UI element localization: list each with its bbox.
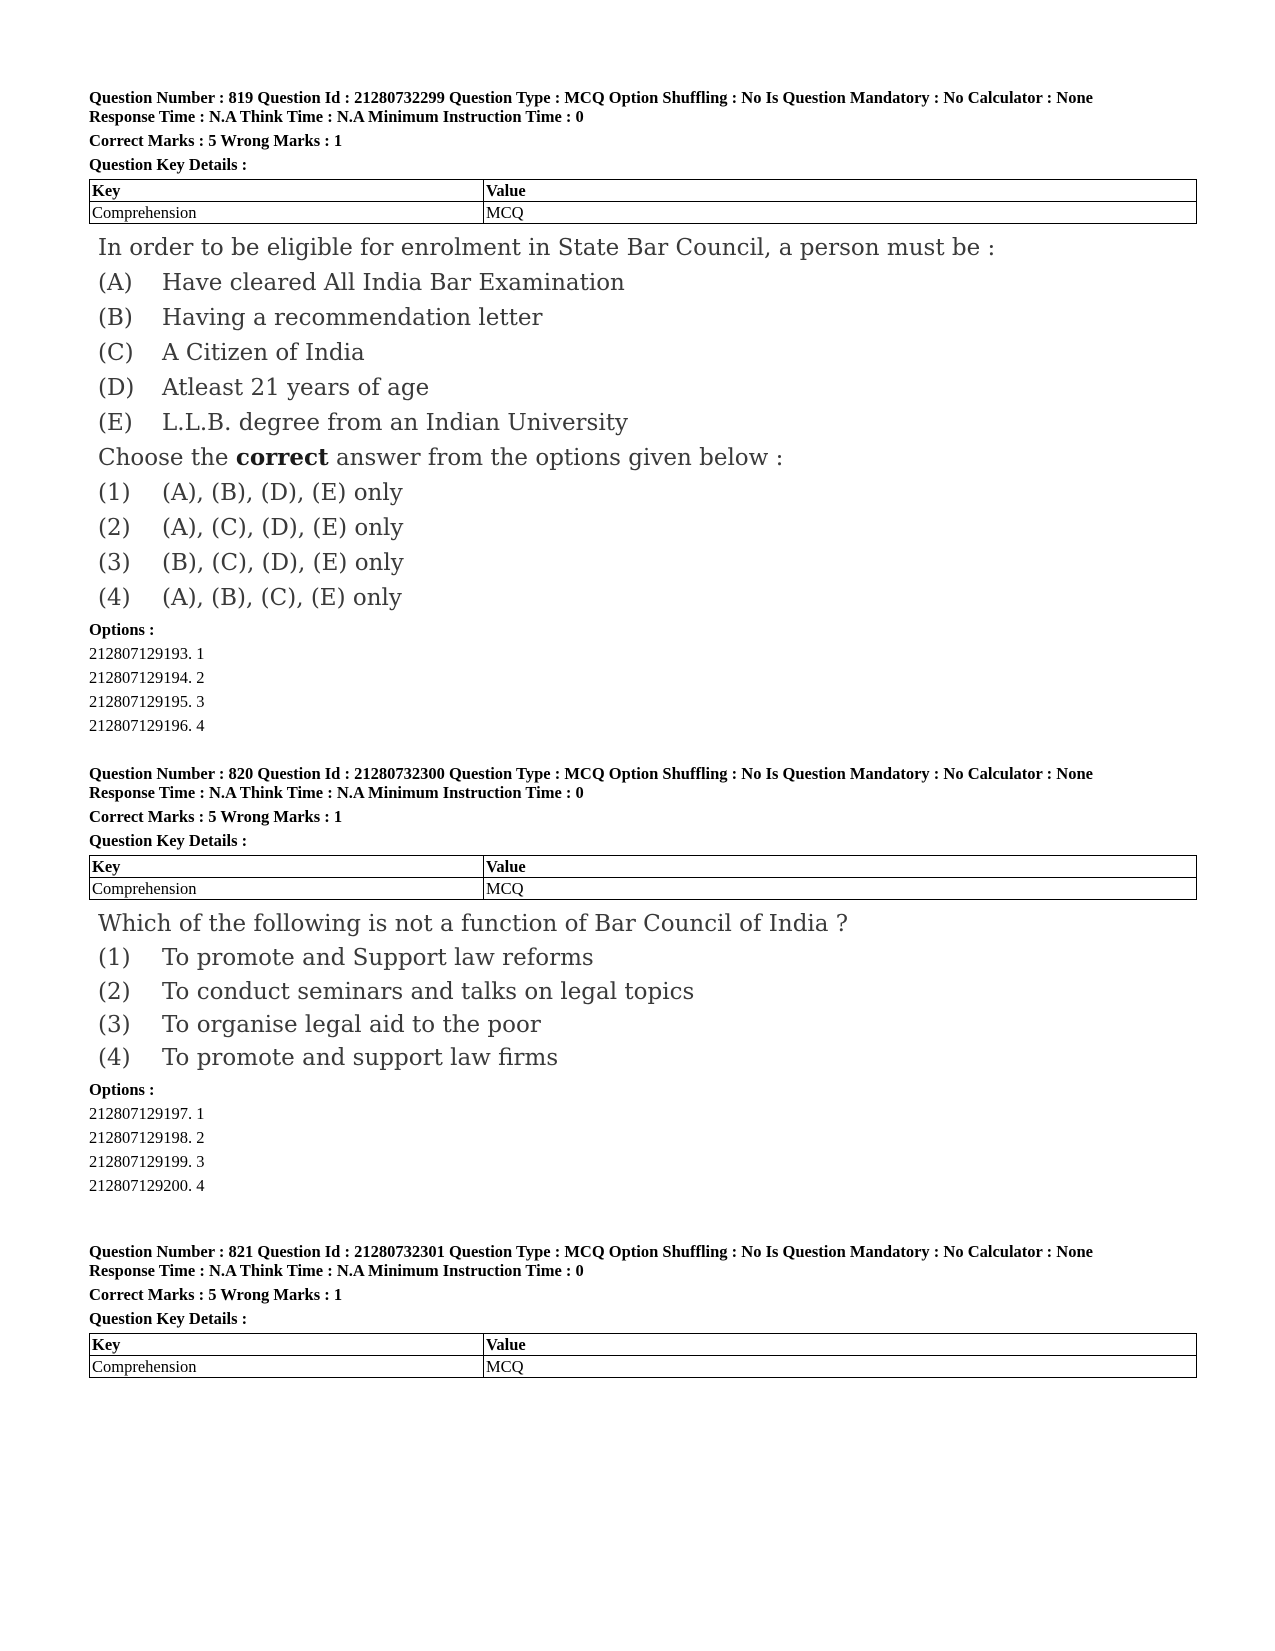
statement-text: Having a recommendation letter xyxy=(162,305,543,331)
table-header-row xyxy=(90,180,1197,202)
table-header-value: Value xyxy=(484,856,1197,878)
statement-text: Have cleared All India Bar Examination xyxy=(162,270,625,296)
table-header-row xyxy=(90,856,1197,878)
key-details-table xyxy=(89,1333,1197,1378)
option-item: 212807129194. 2 xyxy=(89,668,205,687)
table-header-key: Key xyxy=(90,1334,484,1356)
question-block-820 xyxy=(89,764,1197,1195)
table-cell-key: Comprehension xyxy=(90,1356,484,1378)
question-image-text xyxy=(98,236,1197,610)
option-item: 212807129200. 4 xyxy=(89,1176,205,1195)
table-header-value: Value xyxy=(484,180,1197,202)
choice-text: To organise legal aid to the poor xyxy=(162,1012,541,1038)
instruction-text-bold: correct xyxy=(235,444,329,471)
choice-label: (2) xyxy=(98,515,131,541)
instruction-text-start: Choose the xyxy=(98,445,236,471)
table-row xyxy=(90,878,1197,900)
choice-item xyxy=(98,516,1197,540)
choice-label: (4) xyxy=(98,1045,131,1071)
choice-item xyxy=(98,586,1197,610)
question-image-text xyxy=(98,912,1197,1070)
statement-item xyxy=(98,306,1197,330)
options-heading: Options : xyxy=(89,620,155,639)
table-cell-value: MCQ xyxy=(484,202,1197,224)
choice-text: To promote and Support law reforms xyxy=(162,945,594,971)
key-details-heading: Question Key Details : xyxy=(89,1309,248,1328)
statement-text: L.L.B. degree from an Indian University xyxy=(162,410,628,436)
choice-item xyxy=(98,551,1197,575)
question-meta-line-1: Question Number : 821 Question Id : 21280732301 Question Type : MCQ Option Shuffling : No Is Question Mandatory : No Calculator : None xyxy=(89,1242,1093,1261)
table-cell-value: MCQ xyxy=(484,878,1197,900)
choice-label: (4) xyxy=(98,585,131,611)
option-item: 212807129195. 3 xyxy=(89,692,205,711)
question-meta-line-2: Response Time : N.A Think Time : N.A Minimum Instruction Time : 0 xyxy=(89,783,584,802)
marks-line: Correct Marks : 5 Wrong Marks : 1 xyxy=(89,131,343,150)
instruction-text-end: answer from the options given below : xyxy=(328,445,784,471)
table-header-key: Key xyxy=(90,856,484,878)
question-meta-line-2: Response Time : N.A Think Time : N.A Minimum Instruction Time : 0 xyxy=(89,107,584,126)
choice-text: To conduct seminars and talks on legal topics xyxy=(162,979,695,1005)
table-cell-key: Comprehension xyxy=(90,202,484,224)
option-item: 212807129197. 1 xyxy=(89,1104,205,1123)
table-header-key: Key xyxy=(90,180,484,202)
key-details-table xyxy=(89,179,1197,224)
statement-label: (B) xyxy=(98,305,133,331)
choice-text: (A), (B), (C), (E) only xyxy=(162,585,402,611)
key-details-table xyxy=(89,855,1197,900)
choice-item xyxy=(98,481,1197,505)
statement-label: (C) xyxy=(98,340,134,366)
table-header-value: Value xyxy=(484,1334,1197,1356)
choice-label: (3) xyxy=(98,550,131,576)
choice-item xyxy=(98,1046,1197,1070)
option-item: 212807129193. 1 xyxy=(89,644,205,663)
question-meta-line-1: Question Number : 819 Question Id : 21280732299 Question Type : MCQ Option Shuffling : No Is Question Mandatory : No Calculator : None xyxy=(89,88,1093,107)
table-row xyxy=(90,202,1197,224)
statement-item xyxy=(98,411,1197,435)
choice-label: (2) xyxy=(98,979,131,1005)
option-item: 212807129198. 2 xyxy=(89,1128,205,1147)
choice-text: (A), (B), (D), (E) only xyxy=(162,480,403,506)
key-details-heading: Question Key Details : xyxy=(89,155,248,174)
question-block-821 xyxy=(89,1242,1197,1378)
choice-label: (1) xyxy=(98,480,131,506)
table-cell-key: Comprehension xyxy=(90,878,484,900)
statement-text: Atleast 21 years of age xyxy=(162,375,430,401)
question-stem: Which of the following is not a function of Bar Council of India ? xyxy=(98,911,849,937)
table-header-row xyxy=(90,1334,1197,1356)
statement-label: (A) xyxy=(98,270,133,296)
question-meta-line-1: Question Number : 820 Question Id : 21280732300 Question Type : MCQ Option Shuffling : No Is Question Mandatory : No Calculator : None xyxy=(89,764,1093,783)
answer-instruction xyxy=(98,446,1197,470)
choice-text: (B), (C), (D), (E) only xyxy=(162,550,404,576)
choice-label: (1) xyxy=(98,945,131,971)
table-row xyxy=(90,1356,1197,1378)
choice-item xyxy=(98,946,1197,970)
statement-item xyxy=(98,271,1197,295)
marks-line: Correct Marks : 5 Wrong Marks : 1 xyxy=(89,807,343,826)
choice-item xyxy=(98,980,1197,1004)
statement-item xyxy=(98,376,1197,400)
statement-label: (D) xyxy=(98,375,135,401)
options-heading: Options : xyxy=(89,1080,155,1099)
key-details-heading: Question Key Details : xyxy=(89,831,248,850)
question-meta-line-2: Response Time : N.A Think Time : N.A Minimum Instruction Time : 0 xyxy=(89,1261,584,1280)
statement-text: A Citizen of India xyxy=(162,340,365,366)
statement-label: (E) xyxy=(98,410,133,436)
marks-line: Correct Marks : 5 Wrong Marks : 1 xyxy=(89,1285,343,1304)
choice-text: (A), (C), (D), (E) only xyxy=(162,515,404,541)
table-cell-value: MCQ xyxy=(484,1356,1197,1378)
choice-item xyxy=(98,1013,1197,1037)
statement-item xyxy=(98,341,1197,365)
option-item: 212807129196. 4 xyxy=(89,716,205,735)
choice-label: (3) xyxy=(98,1012,131,1038)
choice-text: To promote and support law firms xyxy=(162,1045,559,1071)
option-item: 212807129199. 3 xyxy=(89,1152,205,1171)
question-block-819 xyxy=(89,88,1197,735)
question-stem: In order to be eligible for enrolment in State Bar Council, a person must be : xyxy=(98,235,996,261)
